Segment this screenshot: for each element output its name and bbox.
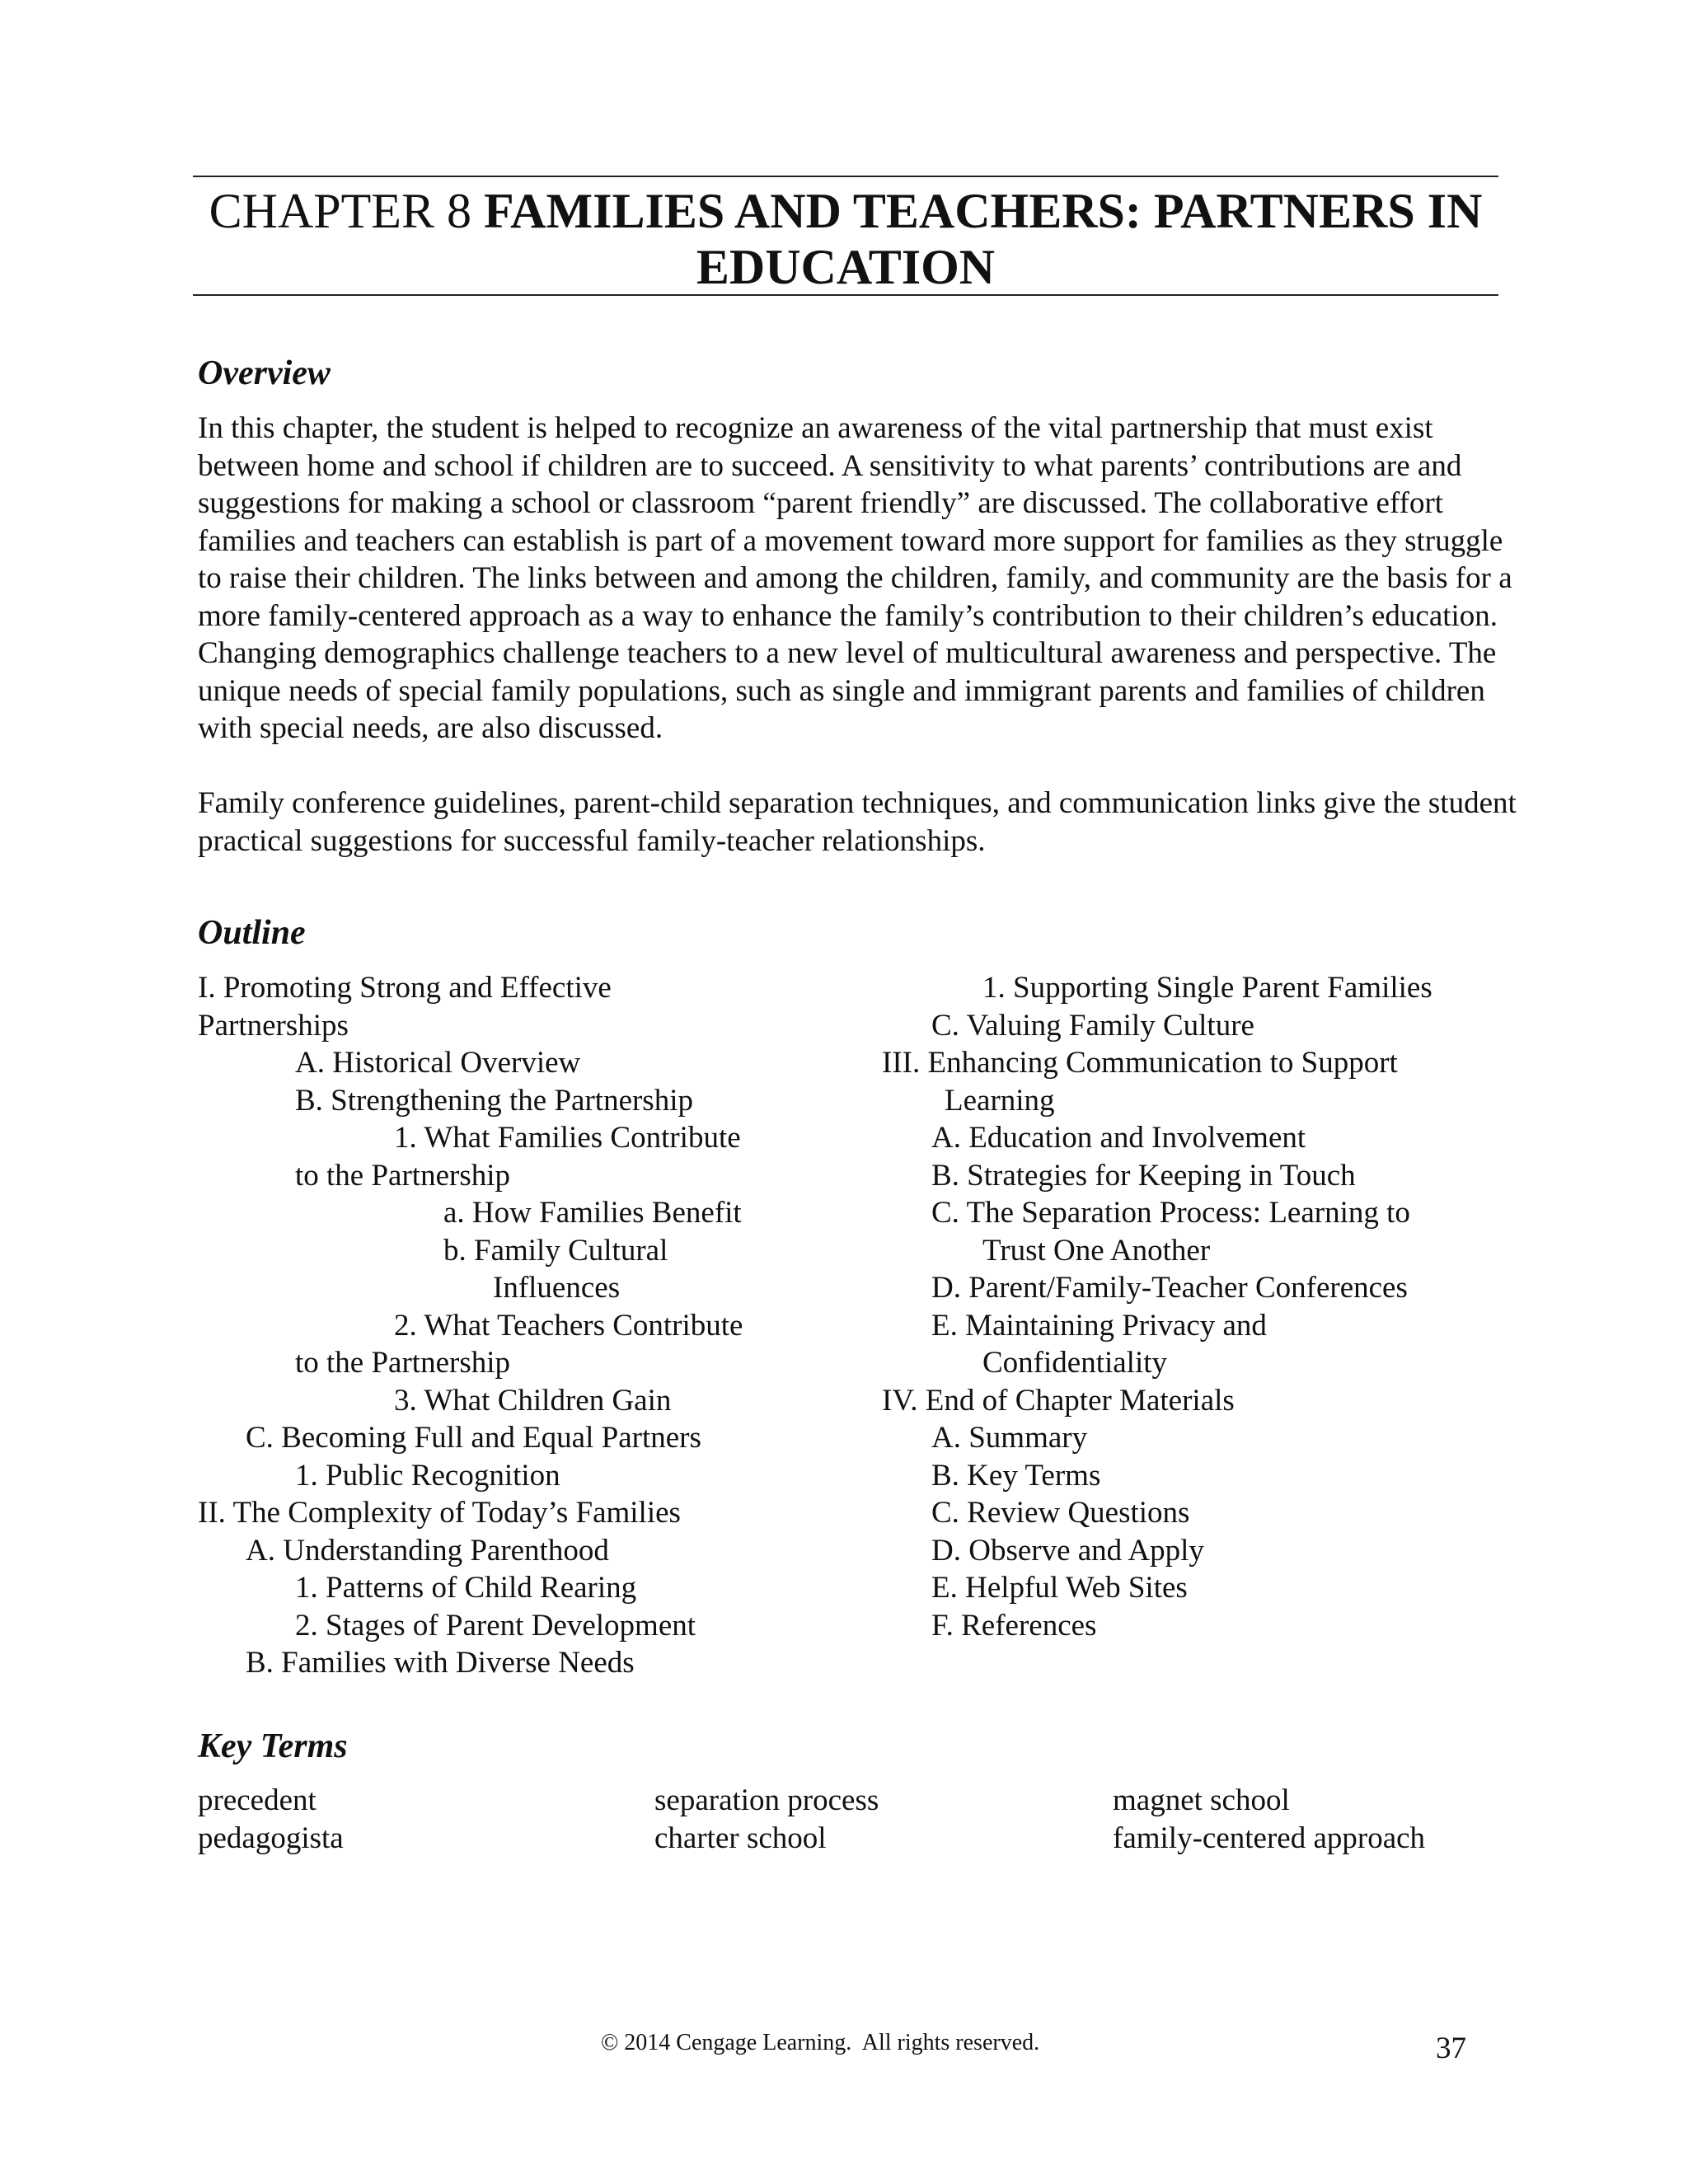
bottom-rule <box>193 294 1498 296</box>
outline-item: I. Promoting Strong and Effective <box>198 971 612 1005</box>
outline-item: D. Observe and Apply <box>931 1534 1204 1568</box>
outline-item: Confidentiality <box>982 1346 1168 1380</box>
outline-item: Influences <box>493 1271 621 1305</box>
overview-heading: Overview <box>198 354 331 392</box>
outline-item: E. Maintaining Privacy and <box>931 1309 1267 1343</box>
outline-item: to the Partnership <box>295 1346 511 1380</box>
overview-paragraph: In this chapter, the student is helped to recognize an awareness of the vital partnership that must exist between home and school if children are to succeed. A sensitivity to what parents’ contributions are and suggestions for making a school or classroom “parent friendly” are discussed. The collaborative effort families and teachers can establish is part of a movement toward more support for families as they struggle to raise their children. The links between and among the children, family, and community are the basis for a more family-centered approach as a way to enhance the family’s contribution to their children’s education. Changing demographics challenge teachers to a new level of multicultural awareness and perspective. The unique needs of special family populations, such as single and immigrant parents and families of children with special needs, are also discussed. <box>198 411 1512 745</box>
outline-item: C. Review Questions <box>931 1496 1190 1530</box>
key-term: family-centered approach <box>1113 1821 1426 1855</box>
outline-item: 1. Supporting Single Parent Families <box>982 971 1432 1005</box>
outline-item: Trust One Another <box>982 1234 1211 1268</box>
outline-item: III. Enhancing Communication to Support <box>882 1046 1398 1080</box>
outline-item: 2. Stages of Parent Development <box>295 1609 696 1643</box>
outline-item: a. How Families Benefit <box>443 1196 742 1230</box>
chapter-title <box>193 183 1498 295</box>
outline-item: A. Summary <box>931 1421 1088 1455</box>
outline-item: 1. Patterns of Child Rearing <box>295 1571 637 1605</box>
chapter-prefix: CHAPTER 8 <box>209 184 484 238</box>
top-rule <box>193 176 1498 177</box>
chapter-title-line2: EDUCATION <box>696 240 996 294</box>
outline-item: A. Education and Involvement <box>931 1121 1306 1155</box>
key-term: separation process <box>654 1783 879 1817</box>
key-term: charter school <box>654 1821 827 1855</box>
outline-item: Learning <box>945 1084 1055 1118</box>
outline-item: A. Historical Overview <box>295 1046 581 1080</box>
outline-item: II. The Complexity of Today’s Families <box>198 1496 681 1530</box>
outline-item: IV. End of Chapter Materials <box>882 1384 1235 1418</box>
outline-item: C. Valuing Family Culture <box>931 1009 1254 1043</box>
outline-item: 1. What Families Contribute <box>394 1121 741 1155</box>
outline-item: E. Helpful Web Sites <box>931 1571 1188 1605</box>
key-term: precedent <box>198 1783 316 1817</box>
outline-item: C. The Separation Process: Learning to <box>931 1196 1410 1230</box>
outline-item: b. Family Cultural <box>443 1234 668 1268</box>
outline-item: B. Strategies for Keeping in Touch <box>931 1159 1356 1193</box>
outline-item: C. Becoming Full and Equal Partners <box>246 1421 701 1455</box>
chapter-title-line1: FAMILIES AND TEACHERS: PARTNERS IN <box>483 184 1483 238</box>
page-number: 37 <box>1436 2032 1466 2065</box>
outline-item: to the Partnership <box>295 1159 511 1193</box>
key-terms-heading: Key Terms <box>198 1727 348 1765</box>
outline-item: D. Parent/Family-Teacher Conferences <box>931 1271 1408 1305</box>
outline-item: 2. What Teachers Contribute <box>394 1309 743 1343</box>
outline-item: B. Key Terms <box>931 1459 1101 1493</box>
outline-item: F. References <box>931 1609 1097 1643</box>
outline-item: 1. Public Recognition <box>295 1459 560 1493</box>
outline-item: B. Families with Diverse Needs <box>246 1646 635 1680</box>
outline-item: Partnerships <box>198 1009 349 1043</box>
overview-paragraph-2: Family conference guidelines, parent-child separation techniques, and communication links give the student practical suggestions for successful family-teacher relationships. <box>198 786 1517 858</box>
copyright-footer: © 2014 Cengage Learning. All rights reserved. <box>601 2030 1040 2055</box>
key-term: magnet school <box>1113 1783 1290 1817</box>
outline-item: A. Understanding Parenthood <box>246 1534 609 1568</box>
outline-heading: Outline <box>198 914 306 952</box>
outline-item: 3. What Children Gain <box>394 1384 672 1418</box>
outline-item: B. Strengthening the Partnership <box>295 1084 693 1118</box>
key-term: pedagogista <box>198 1821 344 1855</box>
